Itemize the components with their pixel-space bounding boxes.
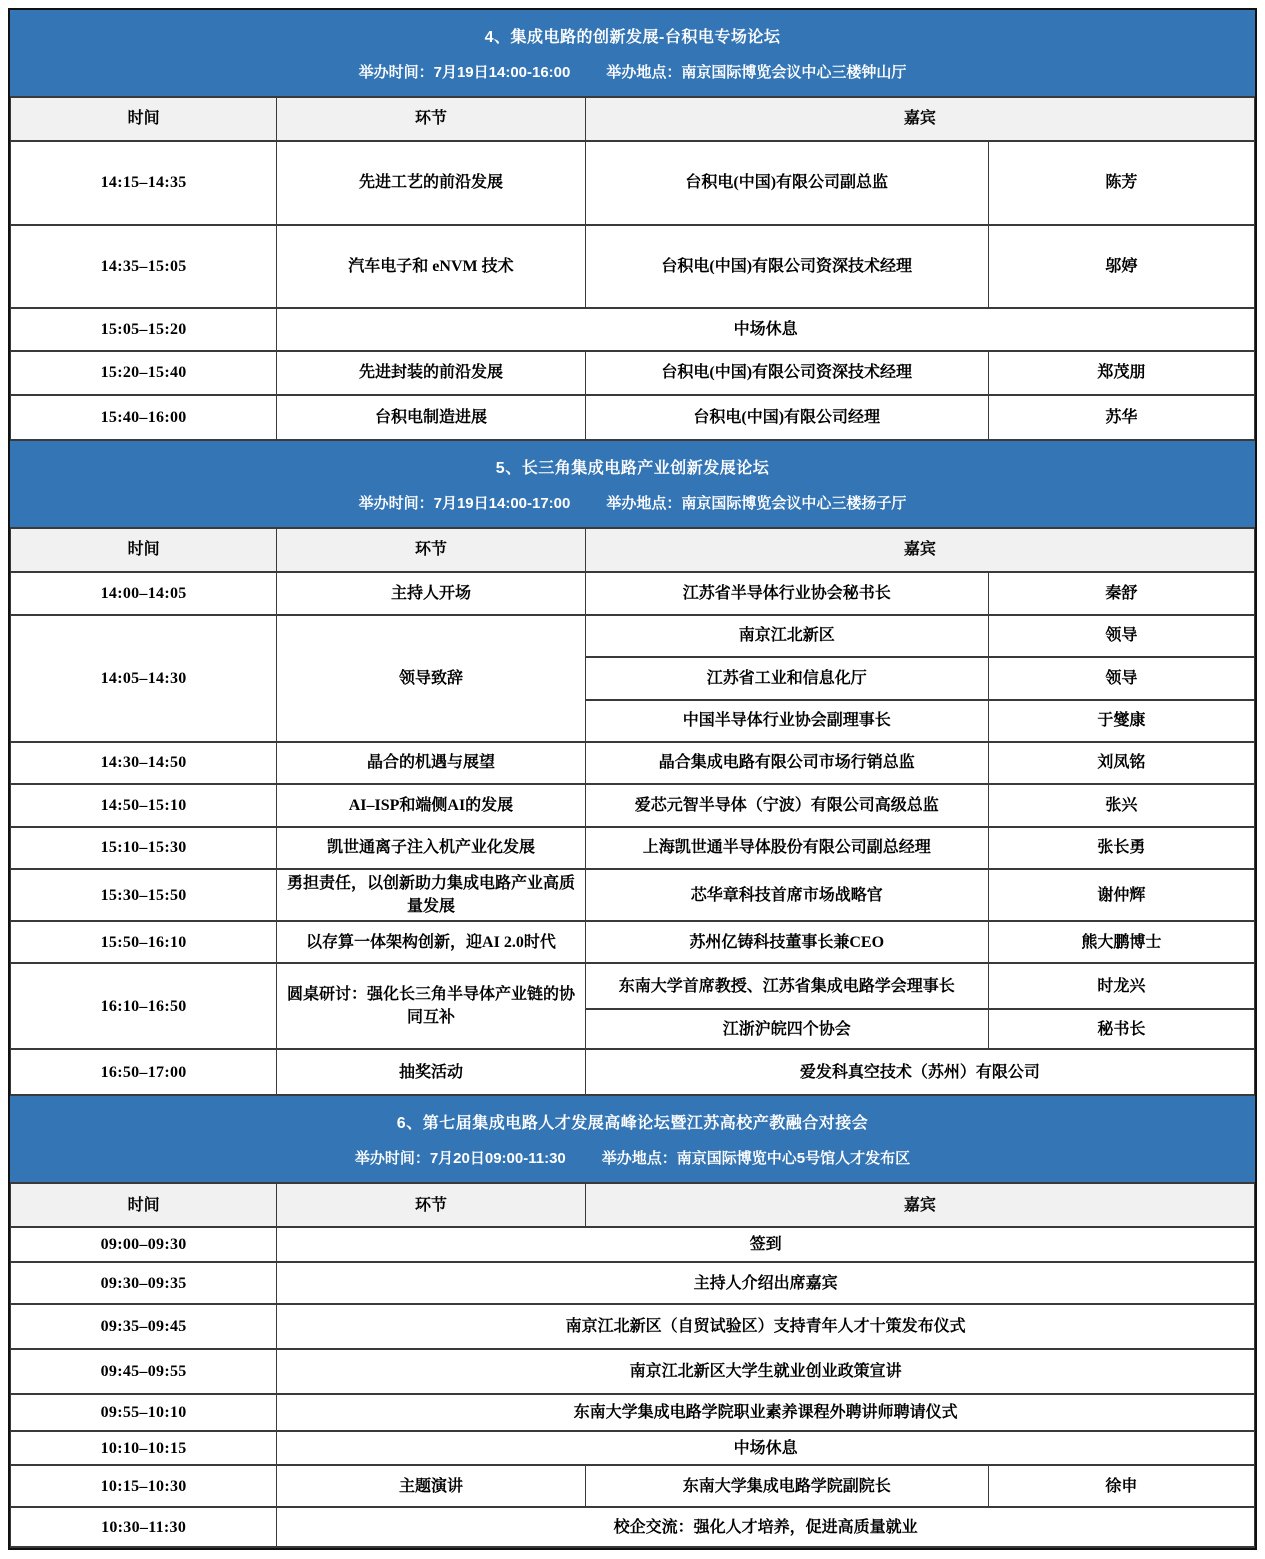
table-row (11, 827, 1255, 869)
table-row (11, 869, 1255, 921)
guest-name-cell: 领导 (988, 657, 1254, 700)
time-cell: 14:15–14:35 (11, 141, 277, 225)
session-cell: AI–ISP和端侧AI的发展 (277, 784, 586, 827)
time-cell: 14:00–14:05 (11, 572, 277, 615)
table-row (11, 1262, 1255, 1304)
guest-name-cell: 张长勇 (988, 827, 1254, 869)
time-cell: 15:40–16:00 (11, 395, 277, 440)
table-row (11, 1049, 1255, 1095)
section-5-meta (359, 492, 907, 513)
column-header-row (11, 1183, 1255, 1227)
merged-session-cell: 签到 (277, 1227, 1255, 1262)
guest-org-cell: 上海凯世通半导体股份有限公司副总经理 (585, 827, 988, 869)
time-cell: 15:30–15:50 (11, 869, 277, 921)
table-row (11, 141, 1255, 225)
time-cell: 14:50–15:10 (11, 784, 277, 827)
merged-session-cell: 南京江北新区大学生就业创业政策宣讲 (277, 1349, 1255, 1394)
section-5-time: 举办时间：7月19日14:00-17:00 (358, 495, 571, 512)
guest-org-cell: 南京江北新区 (585, 615, 988, 657)
col-header-guest: 嘉宾 (585, 1183, 1254, 1227)
merged-session-cell: 南京江北新区（自贸试验区）支持青年人才十策发布仪式 (277, 1304, 1255, 1349)
merged-session-cell: 校企交流：强化人才培养，促进高质量就业 (277, 1507, 1255, 1547)
guest-name-cell: 谢仲辉 (988, 869, 1254, 921)
time-cell: 15:20–15:40 (11, 351, 277, 395)
table-row (11, 225, 1255, 308)
guest-name-cell: 秦舒 (988, 572, 1254, 615)
guest-name-cell: 苏华 (988, 395, 1254, 440)
guest-org-cell: 台积电(中国)有限公司资深技术经理 (585, 225, 988, 308)
section-5-banner (10, 441, 1255, 527)
guest-org-cell: 东南大学首席教授、江苏省集成电路学会理事长 (585, 963, 988, 1009)
table-row (11, 351, 1255, 395)
guest-org-cell: 晶合集成电路有限公司市场行销总监 (585, 742, 988, 784)
table-row (11, 1304, 1255, 1349)
forum-section-4 (10, 10, 1255, 441)
col-header-time: 时间 (11, 528, 277, 572)
guest-name-cell: 领导 (988, 615, 1254, 657)
merged-session-cell: 中场休息 (277, 1431, 1255, 1465)
guest-org-cell: 江苏省半导体行业协会秘书长 (585, 572, 988, 615)
session-cell: 凯世通离子注入机产业化发展 (277, 827, 586, 869)
guest-org-cell: 江苏省工业和信息化厅 (585, 657, 988, 700)
time-cell: 15:10–15:30 (11, 827, 277, 869)
time-cell: 09:55–10:10 (11, 1394, 277, 1431)
section-6-banner (10, 1096, 1255, 1182)
schedule-table-6 (10, 1182, 1255, 1548)
time-cell: 14:35–15:05 (11, 225, 277, 308)
time-cell: 09:30–09:35 (11, 1262, 277, 1304)
guest-name-cell: 时龙兴 (988, 963, 1254, 1009)
col-header-guest: 嘉宾 (585, 528, 1254, 572)
forum-section-6 (10, 1096, 1255, 1548)
guest-name-cell: 邬婷 (988, 225, 1254, 308)
session-cell: 台积电制造进展 (277, 395, 586, 440)
guest-name-cell: 刘凤铭 (988, 742, 1254, 784)
section-4-meta (359, 61, 907, 82)
section-4-banner (10, 10, 1255, 96)
session-cell: 勇担责任，以创新助力集成电路产业高质量发展 (277, 869, 586, 921)
session-cell: 主持人开场 (277, 572, 586, 615)
table-row (11, 1465, 1255, 1507)
merged-session-cell: 主持人介绍出席嘉宾 (277, 1262, 1255, 1304)
time-cell: 15:05–15:20 (11, 308, 277, 351)
guest-name-cell: 陈芳 (988, 141, 1254, 225)
col-header-session: 环节 (277, 1183, 586, 1227)
guest-name-cell: 于燮康 (988, 700, 1254, 742)
schedule-table-4 (10, 96, 1255, 441)
section-6-place: 举办地点：南京国际博览中心5号馆人才发布区 (601, 1150, 911, 1168)
session-cell: 晶合的机遇与展望 (277, 742, 586, 784)
guest-name-cell: 秘书长 (988, 1009, 1254, 1049)
section-5-title: 5、长三角集成电路产业创新发展论坛 (495, 460, 770, 477)
section-6-time: 举办时间：7月20日09:00-11:30 (354, 1150, 566, 1168)
time-cell: 09:45–09:55 (11, 1349, 277, 1394)
session-cell: 先进工艺的前沿发展 (277, 141, 586, 225)
session-cell: 抽奖活动 (277, 1049, 586, 1095)
guest-org-cell: 东南大学集成电路学院副院长 (585, 1465, 988, 1507)
session-cell: 主题演讲 (277, 1465, 586, 1507)
guest-name-cell: 郑茂朋 (988, 351, 1254, 395)
session-cell: 汽车电子和 eNVM 技术 (277, 225, 586, 308)
table-row (11, 1431, 1255, 1465)
conference-schedule-document (8, 8, 1257, 1550)
column-header-row (11, 528, 1255, 572)
col-header-time: 时间 (11, 1183, 277, 1227)
time-cell: 09:35–09:45 (11, 1304, 277, 1349)
table-row (11, 784, 1255, 827)
guest-org-cell: 台积电(中国)有限公司副总监 (585, 141, 988, 225)
guest-org-cell: 台积电(中国)有限公司经理 (585, 395, 988, 440)
col-header-time: 时间 (11, 97, 277, 141)
section-6-meta (355, 1147, 910, 1168)
time-cell: 09:00–09:30 (11, 1227, 277, 1262)
schedule-table-5 (10, 527, 1255, 1096)
time-cell: 16:50–17:00 (11, 1049, 277, 1095)
merged-session-cell: 东南大学集成电路学院职业素养课程外聘讲师聘请仪式 (277, 1394, 1255, 1431)
col-header-guest: 嘉宾 (585, 97, 1254, 141)
time-cell: 16:10–16:50 (11, 963, 277, 1049)
section-4-place: 举办地点：南京国际博览会议中心三楼钟山厅 (606, 64, 907, 81)
guest-name-cell: 张兴 (988, 784, 1254, 827)
time-cell: 10:30–11:30 (11, 1507, 277, 1547)
guest-org-cell: 中国半导体行业协会副理事长 (585, 700, 988, 742)
forum-section-5 (10, 441, 1255, 1096)
time-cell: 14:30–14:50 (11, 742, 277, 784)
section-4-title: 4、集成电路的创新发展-台积电专场论坛 (484, 29, 781, 46)
table-row (11, 572, 1255, 615)
time-cell: 10:10–10:15 (11, 1431, 277, 1465)
table-row (11, 1349, 1255, 1394)
guest-org-cell: 爱发科真空技术（苏州）有限公司 (585, 1049, 1254, 1095)
col-header-session: 环节 (277, 97, 586, 141)
table-row (11, 1507, 1255, 1547)
guest-name-cell: 熊大鹏博士 (988, 921, 1254, 963)
col-header-session: 环节 (277, 528, 586, 572)
section-6-title: 6、第七届集成电路人才发展高峰论坛暨江苏高校产教融合对接会 (396, 1115, 869, 1133)
session-cell: 圆桌研讨：强化长三角半导体产业链的协同互补 (277, 963, 586, 1049)
table-row (11, 921, 1255, 963)
time-cell: 14:05–14:30 (11, 615, 277, 742)
table-row (11, 395, 1255, 440)
guest-org-cell: 爱芯元智半导体（宁波）有限公司高级总监 (585, 784, 988, 827)
table-row (11, 742, 1255, 784)
session-cell: 以存算一体架构创新，迎AI 2.0时代 (277, 921, 586, 963)
session-cell: 领导致辞 (277, 615, 586, 742)
table-row (11, 1394, 1255, 1431)
section-5-place: 举办地点：南京国际博览会议中心三楼扬子厅 (606, 495, 907, 512)
session-cell: 先进封装的前沿发展 (277, 351, 586, 395)
table-row (11, 615, 1255, 657)
guest-org-cell: 江浙沪皖四个协会 (585, 1009, 988, 1049)
guest-org-cell: 芯华章科技首席市场战略官 (585, 869, 988, 921)
section-4-time: 举办时间：7月19日14:00-16:00 (358, 64, 571, 81)
table-row (11, 963, 1255, 1009)
guest-org-cell: 苏州亿铸科技董事长兼CEO (585, 921, 988, 963)
guest-org-cell: 台积电(中国)有限公司资深技术经理 (585, 351, 988, 395)
time-cell: 10:15–10:30 (11, 1465, 277, 1507)
merged-session-cell: 中场休息 (277, 308, 1255, 351)
column-header-row (11, 97, 1255, 141)
guest-name-cell: 徐申 (988, 1465, 1254, 1507)
table-row (11, 1227, 1255, 1262)
time-cell: 15:50–16:10 (11, 921, 277, 963)
table-row (11, 308, 1255, 351)
